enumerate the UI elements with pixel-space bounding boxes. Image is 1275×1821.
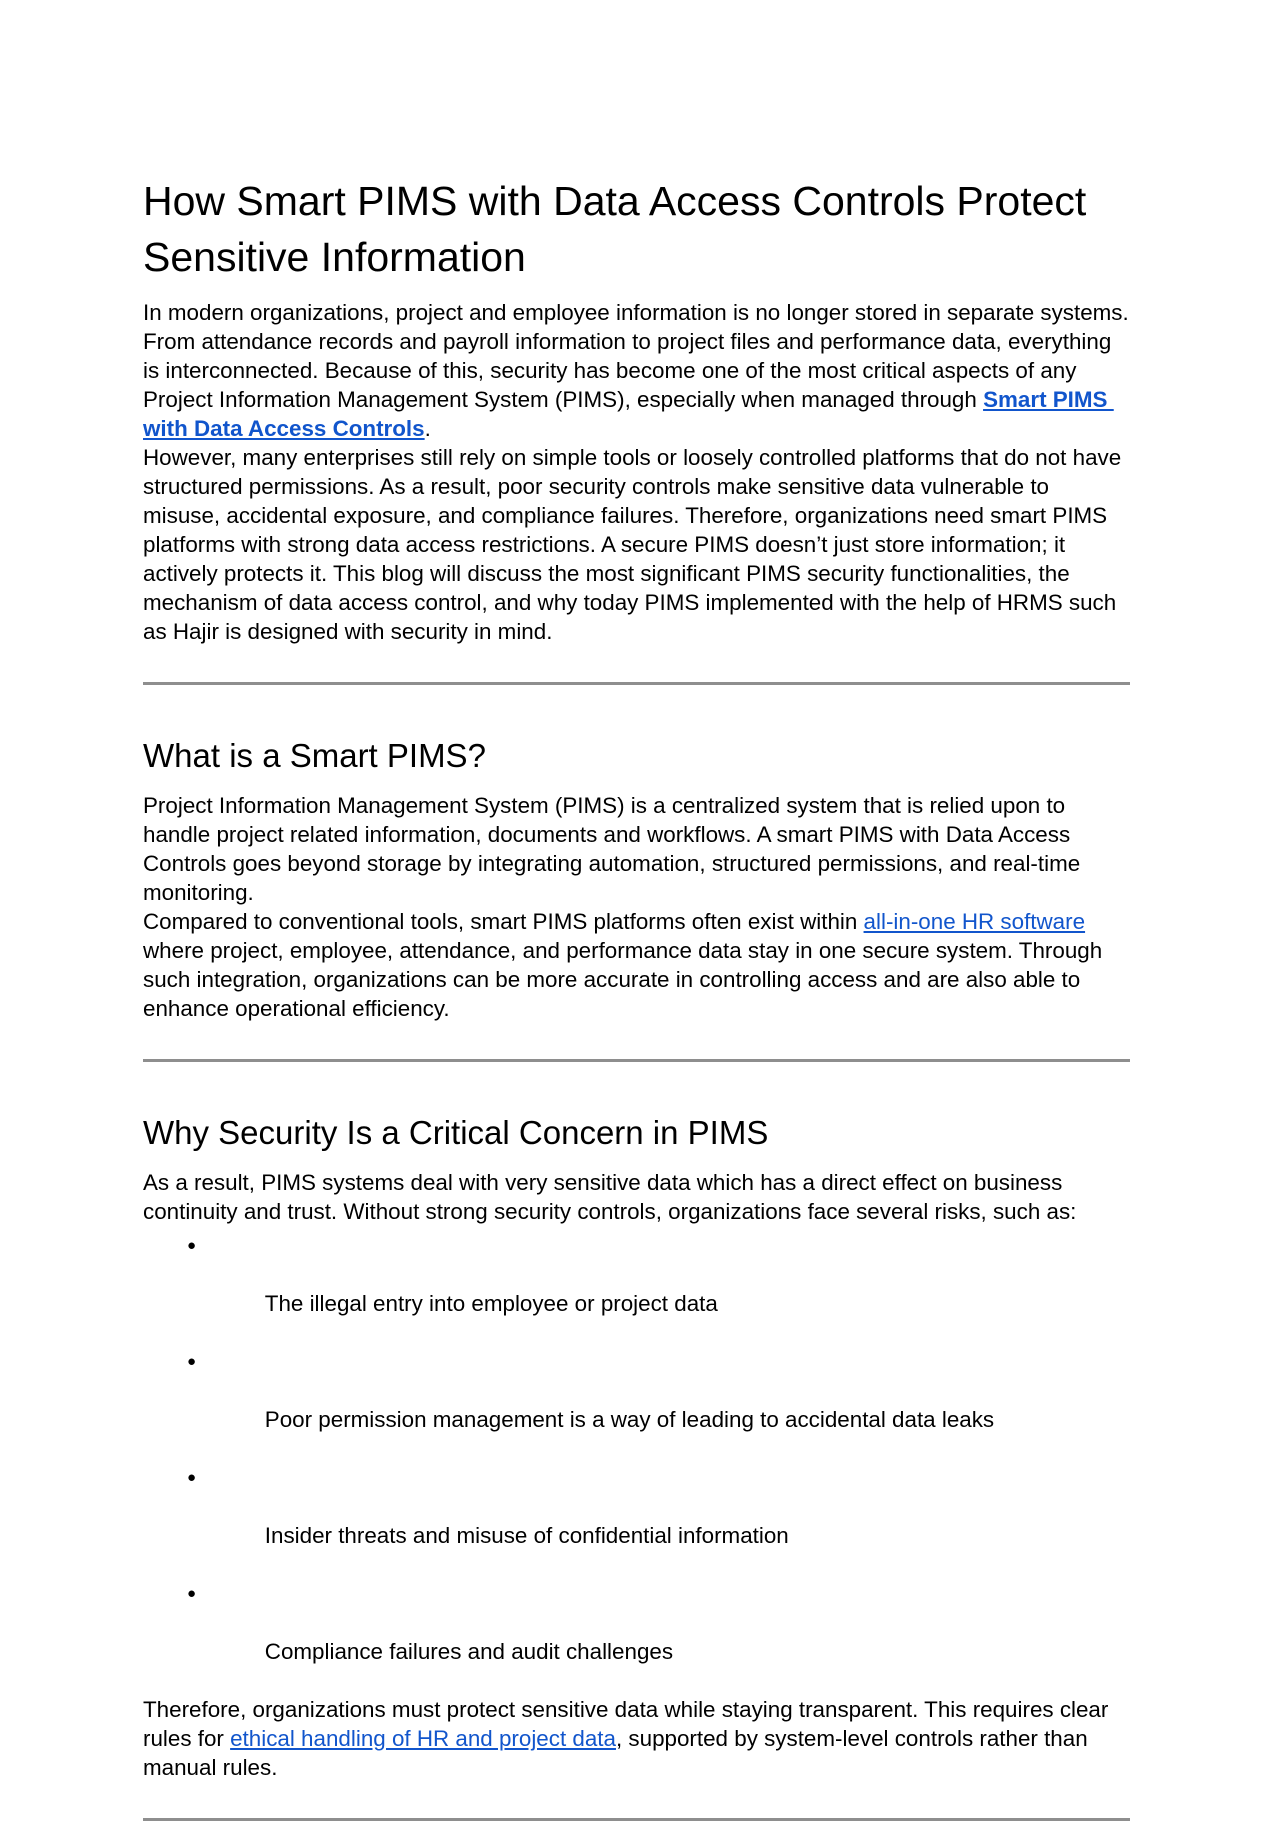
- text-run: where project, employee, attendance, and performance data stay in one secure system. Through such integration, organizations can be more accurate in controlling access and are also able to enhance operational efficiency.: [143, 909, 1109, 1021]
- section-heading-why-security-critical: Why Security Is a Critical Concern in PIMS: [143, 1114, 769, 1151]
- inline-link[interactable]: all-in-one HR software: [863, 909, 1086, 934]
- list-item-text: Poor permission management is a way of leading to accidental data leaks: [264, 1407, 995, 1432]
- section1-paragraph-1: Project Information Management System (PIMS) is a centralized system that is relied upon to handle project related information, documents and workflows. A smart PIMS with Data Access Controls goes beyond storage by integrating automation, structured permissions, and real-time monitoring.: [143, 793, 1087, 905]
- section-divider: [143, 682, 1130, 685]
- text-run: .: [424, 416, 431, 441]
- risk-bullet-list: [143, 1231, 1130, 1695]
- bullet-icon: ●: [187, 1353, 197, 1370]
- section-divider: [143, 1059, 1130, 1062]
- list-item: [143, 1463, 1130, 1579]
- list-item: [143, 1579, 1130, 1695]
- inline-link[interactable]: Smart PIMS with Data Access Controls: [143, 387, 1114, 441]
- text-run: , supported by system-level controls rather than manual rules.: [143, 1726, 1094, 1780]
- intro-paragraph-1: [143, 298, 1142, 443]
- list-item-text: Compliance failures and audit challenges: [264, 1639, 674, 1664]
- text-run: In modern organizations, project and employee information is no longer stored in separate systems. From attendance records and payroll information to project files and performance data, everything is interconnected. Because of this, security has become one of the most critical aspects of any Project Information Management System (PIMS), especially when managed through: [143, 300, 1142, 412]
- list-item: [143, 1231, 1130, 1347]
- bullet-icon: ●: [187, 1237, 197, 1254]
- intro-paragraph-2: However, many enterprises still rely on simple tools or loosely controlled platforms that do not have structured permissions. As a result, poor security controls make sensitive data vulnerable to misuse, accidental exposure, and compliance failures. Therefore, organizations need smart PIMS platforms with strong data access restrictions. A secure PIMS doesn’t just store information; it actively protects it. This blog will discuss the most significant PIMS security functionalities, the mechanism of data access control, and why today PIMS implemented with the help of HRMS such as Hajir is designed with security in mind.: [143, 445, 1128, 644]
- bullet-icon: ●: [187, 1585, 197, 1602]
- bullet-icon: ●: [187, 1469, 197, 1486]
- section-heading-what-is-smart-pims: What is a Smart PIMS?: [143, 737, 486, 774]
- inline-link[interactable]: ethical handling of HR and project data: [230, 1726, 616, 1751]
- text-run: Therefore, organizations must protect sensitive data while staying transparent. This requires clear rules for: [143, 1697, 1115, 1751]
- document-title: How Smart PIMS with Data Access Controls Protect Sensitive Information: [143, 178, 1087, 280]
- list-item-text: Insider threats and misuse of confidential information: [264, 1523, 789, 1548]
- section2-paragraph-2: [143, 1695, 1130, 1782]
- document-content: [143, 173, 1142, 1821]
- list-item: [143, 1347, 1130, 1463]
- list-item-text: The illegal entry into employee or project data: [264, 1291, 718, 1316]
- section1-paragraph-2: [143, 907, 1130, 1023]
- section2-paragraph-1: As a result, PIMS systems deal with very sensitive data which has a direct effect on business continuity and trust. Without strong security controls, organizations face several risks, such as:: [143, 1170, 1077, 1224]
- text-run: Compared to conventional tools, smart PIMS platforms often exist within: [143, 909, 864, 934]
